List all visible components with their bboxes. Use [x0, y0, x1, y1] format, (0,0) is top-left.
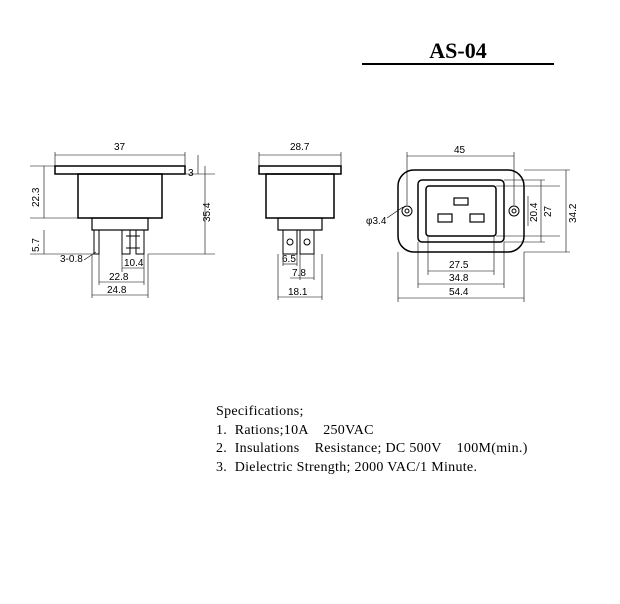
top-flange-outline: [398, 170, 524, 252]
front-pin-right: [136, 230, 144, 254]
dim-front-pin-spec: 3-0.8: [60, 254, 83, 265]
front-pin-left: [94, 230, 99, 254]
dim-top-body-width: 34.8: [449, 273, 469, 284]
dim-top-slot-height: 20.4: [529, 202, 540, 222]
top-hole-right: [509, 206, 519, 216]
front-body: [78, 174, 162, 218]
dim-top-outer-height: 34.2: [568, 203, 579, 223]
dim-side-pin-a: 6.5: [282, 254, 296, 265]
spec-item-insulation: 2. Insulations Resistance; DC 500V 100M(min.): [216, 441, 528, 456]
top-body-outline: [418, 180, 504, 242]
top-hole-left: [402, 206, 412, 216]
front-flange: [55, 166, 185, 174]
dim-front-pin-span: 10.4: [124, 258, 144, 269]
top-socket: [426, 186, 496, 236]
dim-front-base-width: 22.8: [109, 272, 129, 283]
side-flange: [259, 166, 341, 174]
page-title: AS-04: [429, 38, 487, 63]
dim-top-inner-height: 27: [543, 205, 554, 217]
specifications: [216, 403, 616, 477]
side-base: [278, 218, 322, 230]
dim-top-hole: φ3.4: [366, 216, 387, 227]
dim-front-body-height: 22.3: [31, 187, 42, 207]
front-base: [92, 218, 148, 230]
dim-side-base-width: 18.1: [288, 287, 308, 298]
dim-top-slot-width: 27.5: [449, 260, 469, 271]
top-view: [387, 152, 570, 302]
side-pin-right: [300, 230, 314, 254]
dim-front-flange: 3: [188, 168, 194, 179]
dim-front-width: 37: [114, 142, 126, 153]
side-body: [266, 174, 334, 218]
dim-front-overall-width: 24.8: [107, 285, 127, 296]
dim-front-pin-length: 5.7: [31, 238, 42, 252]
front-pin-mid: [122, 230, 130, 254]
top-slot-upper: [454, 198, 468, 205]
specs-heading: Specifications;: [216, 404, 304, 419]
top-slot-right: [470, 214, 484, 222]
dim-front-total-height: 35.4: [202, 202, 213, 222]
side-pin-left: [283, 230, 297, 254]
dim-top-width: 45: [454, 145, 466, 156]
dim-top-overall-width: 54.4: [449, 287, 469, 298]
spec-item-dielectric: 3. Dielectric Strength; 2000 VAC/1 Minute.: [216, 459, 478, 475]
dim-side-pin-b: 7.8: [292, 268, 306, 279]
top-slot-left: [438, 214, 452, 222]
dim-side-width: 28.7: [290, 142, 310, 153]
spec-item-rations: 1. Rations;10A 250VAC: [216, 422, 374, 438]
